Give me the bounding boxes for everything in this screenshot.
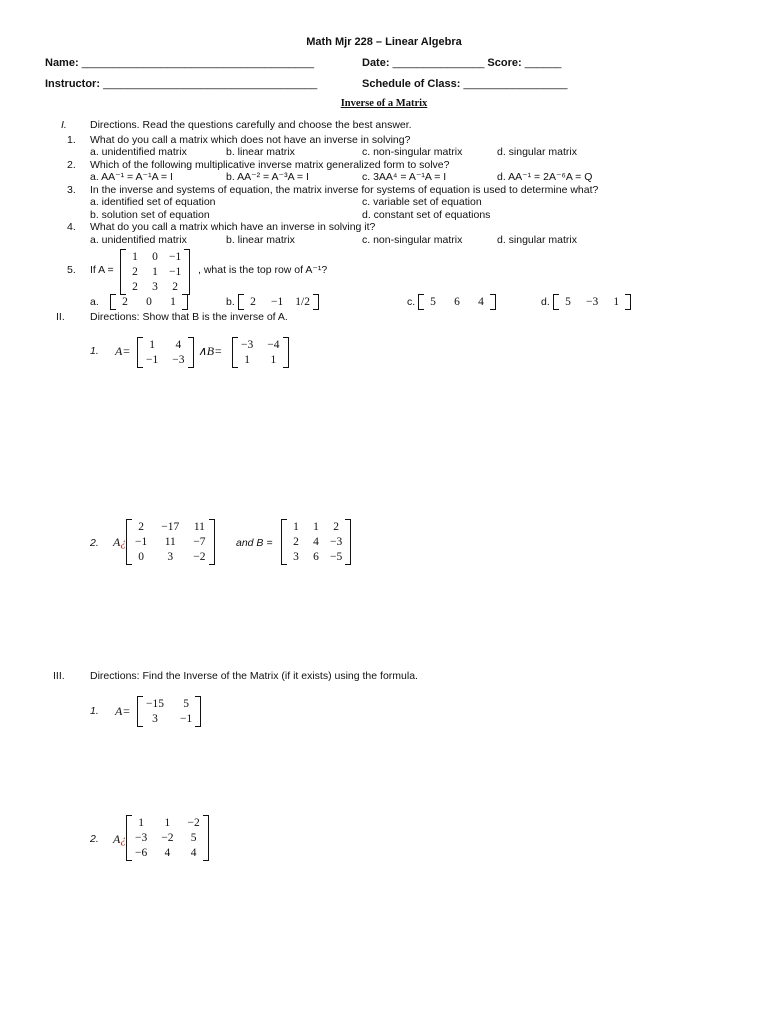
q5-number: 5. xyxy=(67,264,76,276)
matrix-cell: −3 xyxy=(135,832,148,844)
q1-choice-d[interactable]: d. singular matrix xyxy=(497,146,577,158)
matrix-cell: 5 xyxy=(190,832,197,844)
score-label: Score: xyxy=(487,57,522,69)
q1-choice-c[interactable]: c. non-singular matrix xyxy=(362,146,463,158)
q4-choice-c[interactable]: c. non-singular matrix xyxy=(362,234,463,246)
q5-choice-b-label[interactable]: b. xyxy=(226,296,235,308)
part2-p1-matrix-b xyxy=(232,337,289,368)
q1-number: 1. xyxy=(67,134,76,146)
part1-directions: Directions. Read the questions carefully and choose the best answer. xyxy=(90,119,412,131)
section-subtitle: Inverse of a Matrix xyxy=(340,98,428,109)
q5-matrix-cell: 3 xyxy=(152,281,158,293)
matrix-cell: −2 xyxy=(161,832,174,844)
q5-matrix xyxy=(120,249,190,295)
row-cell: 6 xyxy=(454,296,460,308)
row-cell: 1 xyxy=(170,296,176,308)
matrix-cell: −6 xyxy=(135,847,148,859)
part3-p1-a-label: A= xyxy=(115,704,131,718)
q5-choice-d-row[interactable] xyxy=(553,294,631,310)
part2-numeral: II. xyxy=(56,311,65,323)
q1-text: What do you call a matrix which does not have an inverse in solving? xyxy=(90,134,411,146)
schedule-blank[interactable]: _________________ xyxy=(463,78,568,90)
row-cell: 2 xyxy=(250,296,256,308)
q3-number: 3. xyxy=(67,184,76,196)
matrix-cell: 1 xyxy=(244,354,250,366)
matrix-cell: 2 xyxy=(333,521,339,533)
part3-p1-matrix-a xyxy=(137,696,201,727)
matrix-cell: −3 xyxy=(330,536,343,548)
row-cell: 4 xyxy=(478,296,484,308)
row-cell: 5 xyxy=(565,296,571,308)
matrix-cell: −1 xyxy=(180,713,193,725)
matrix-cell: 3 xyxy=(152,713,158,725)
instructor-line xyxy=(45,79,317,90)
q5-choice-d-label[interactable]: d. xyxy=(541,296,550,308)
matrix-cell: 11 xyxy=(193,521,205,533)
matrix-cell: 3 xyxy=(167,551,174,563)
q5-matrix-cell: 1 xyxy=(152,266,158,278)
q4-choice-a[interactable]: a. unidentified matrix xyxy=(90,234,187,246)
row-cell: −1 xyxy=(271,296,284,308)
row-cell: 5 xyxy=(430,296,436,308)
part2-p2-a-label: A¿ xyxy=(113,535,127,549)
date-label: Date: xyxy=(362,57,390,69)
matrix-cell: 11 xyxy=(164,536,176,548)
q2-number: 2. xyxy=(67,159,76,171)
q5-matrix-cell: 2 xyxy=(132,266,138,278)
matrix-cell: 3 xyxy=(293,551,299,563)
q4-text: What do you call a matrix which have an inverse in solving it? xyxy=(90,221,376,233)
part2-p2-matrix-a xyxy=(126,519,215,565)
matrix-cell: −15 xyxy=(146,698,164,710)
schedule-line xyxy=(362,79,568,90)
matrix-cell: −3 xyxy=(172,354,185,366)
matrix-cell: −7 xyxy=(193,536,206,548)
part3-p2-number: 2. xyxy=(90,833,99,845)
q3-choice-a[interactable]: a. identified set of equation xyxy=(90,196,216,208)
matrix-cell: −4 xyxy=(267,339,280,351)
q5-choice-b-row[interactable] xyxy=(238,294,319,310)
matrix-cell: 1 xyxy=(313,521,319,533)
matrix-cell: −1 xyxy=(135,536,148,548)
name-line xyxy=(45,58,314,69)
row-cell: 1/2 xyxy=(295,296,310,308)
q5-matrix-cell: 2 xyxy=(172,281,178,293)
row-cell: −3 xyxy=(586,296,599,308)
q1-choice-a[interactable]: a. unidentified matrix xyxy=(90,146,187,158)
inverted-question-glyph: ¿ xyxy=(120,832,127,846)
matrix-cell: −1 xyxy=(146,354,159,366)
matrix-cell: −17 xyxy=(161,521,180,533)
q4-choice-b[interactable]: b. linear matrix xyxy=(226,234,295,246)
row-cell: 2 xyxy=(122,296,128,308)
q3-text: In the inverse and systems of equation, the matrix inverse for systems of equation is used to determine what? xyxy=(90,184,599,196)
matrix-cell: 6 xyxy=(313,551,319,563)
part2-p1-number: 1. xyxy=(90,345,99,357)
q5-suffix: , what is the top row of A⁻¹? xyxy=(198,264,328,276)
part2-p1-matrix-a xyxy=(137,337,194,368)
matrix-cell: 4 xyxy=(313,536,319,548)
matrix-cell: 5 xyxy=(183,698,189,710)
schedule-label: Schedule of Class: xyxy=(362,78,461,90)
q4-number: 4. xyxy=(67,221,76,233)
matrix-cell: −5 xyxy=(330,551,343,563)
part3-p1-number: 1. xyxy=(90,705,99,717)
name-blank[interactable]: ______________________________________ xyxy=(81,57,315,69)
instructor-label: Instructor: xyxy=(45,78,100,90)
right-bracket xyxy=(184,249,190,295)
matrix-cell: 1 xyxy=(149,339,155,351)
matrix-cell: 2 xyxy=(293,536,299,548)
q5-matrix-cell: 0 xyxy=(152,251,158,263)
matrix-cell: 1 xyxy=(293,521,299,533)
matrix-cell: −3 xyxy=(241,339,254,351)
part2-p2-matrix-b xyxy=(281,519,351,565)
matrix-cell: −2 xyxy=(193,551,206,563)
matrix-cell: 2 xyxy=(138,521,144,533)
q2-choice-b[interactable]: b. AA⁻² = A⁻³A = I xyxy=(226,171,309,183)
matrix-cell: 1 xyxy=(270,354,277,366)
instructor-blank[interactable]: ___________________________________ xyxy=(103,78,318,90)
matrix-cell: 4 xyxy=(175,339,182,351)
q3-choice-c[interactable]: c. variable set of equation xyxy=(362,196,482,208)
matrix-cell: −2 xyxy=(187,817,200,829)
part3-p2-a-label: A¿ xyxy=(113,832,127,846)
q5-matrix-cell: 1 xyxy=(132,251,138,263)
part2-p1-mid: ∧B= xyxy=(198,344,223,358)
part1-numeral: I. xyxy=(61,119,67,131)
part2-p1-a-label: A= xyxy=(115,344,131,358)
score-blank[interactable]: ______ xyxy=(524,57,562,69)
q5-prefix: If A = xyxy=(90,264,114,276)
part2-p2-and-label: and B = xyxy=(236,537,273,549)
q2-choice-c[interactable]: c. 3AA⁴ = A⁻¹A = I xyxy=(362,171,447,183)
matrix-cell: 4 xyxy=(164,847,171,859)
part3-numeral: III. xyxy=(53,670,65,682)
q5-matrix-cell: −1 xyxy=(169,266,182,278)
matrix-cell: 1 xyxy=(138,817,144,829)
date-blank[interactable]: _______________ xyxy=(392,57,485,69)
q1-choice-b[interactable]: b. linear matrix xyxy=(226,146,295,158)
q5-choice-c-row[interactable] xyxy=(418,294,496,310)
q5-choice-c-label[interactable]: c. xyxy=(407,296,416,308)
q3-choice-b[interactable]: b. solution set of equation xyxy=(90,209,210,221)
q2-text: Which of the following multiplicative inverse matrix generalized form to solve? xyxy=(90,159,450,171)
date-score-line xyxy=(362,58,561,69)
inverted-question-glyph: ¿ xyxy=(120,535,127,549)
q5-matrix-cell: 2 xyxy=(132,281,138,293)
q3-choice-d[interactable]: d. constant set of equations xyxy=(362,209,491,221)
q5-choice-a-row[interactable] xyxy=(110,294,188,310)
document-title: Math Mjr 228 – Linear Algebra xyxy=(306,36,462,48)
part2-p2-number: 2. xyxy=(90,537,99,549)
q5-choice-a-label[interactable]: a. xyxy=(90,296,99,308)
name-label: Name: xyxy=(45,57,79,69)
q5-matrix-cell: −1 xyxy=(169,251,182,263)
q4-choice-d[interactable]: d. singular matrix xyxy=(497,234,577,246)
matrix-cell: 0 xyxy=(138,551,144,563)
row-cell: 1 xyxy=(613,296,620,308)
part2-directions: Directions: Show that B is the inverse of A. xyxy=(90,311,288,323)
matrix-cell: 4 xyxy=(190,847,197,859)
matrix-cell: 1 xyxy=(164,817,171,829)
row-cell: 0 xyxy=(146,296,152,308)
part3-p2-matrix-a xyxy=(126,815,209,861)
q2-choice-a[interactable]: a. AA⁻¹ = A⁻¹A = I xyxy=(90,171,173,183)
part3-directions: Directions: Find the Inverse of the Matrix (if it exists) using the formula. xyxy=(90,670,418,682)
q2-choice-d[interactable]: d. AA⁻¹ = 2A⁻⁶A = Q xyxy=(497,171,593,183)
